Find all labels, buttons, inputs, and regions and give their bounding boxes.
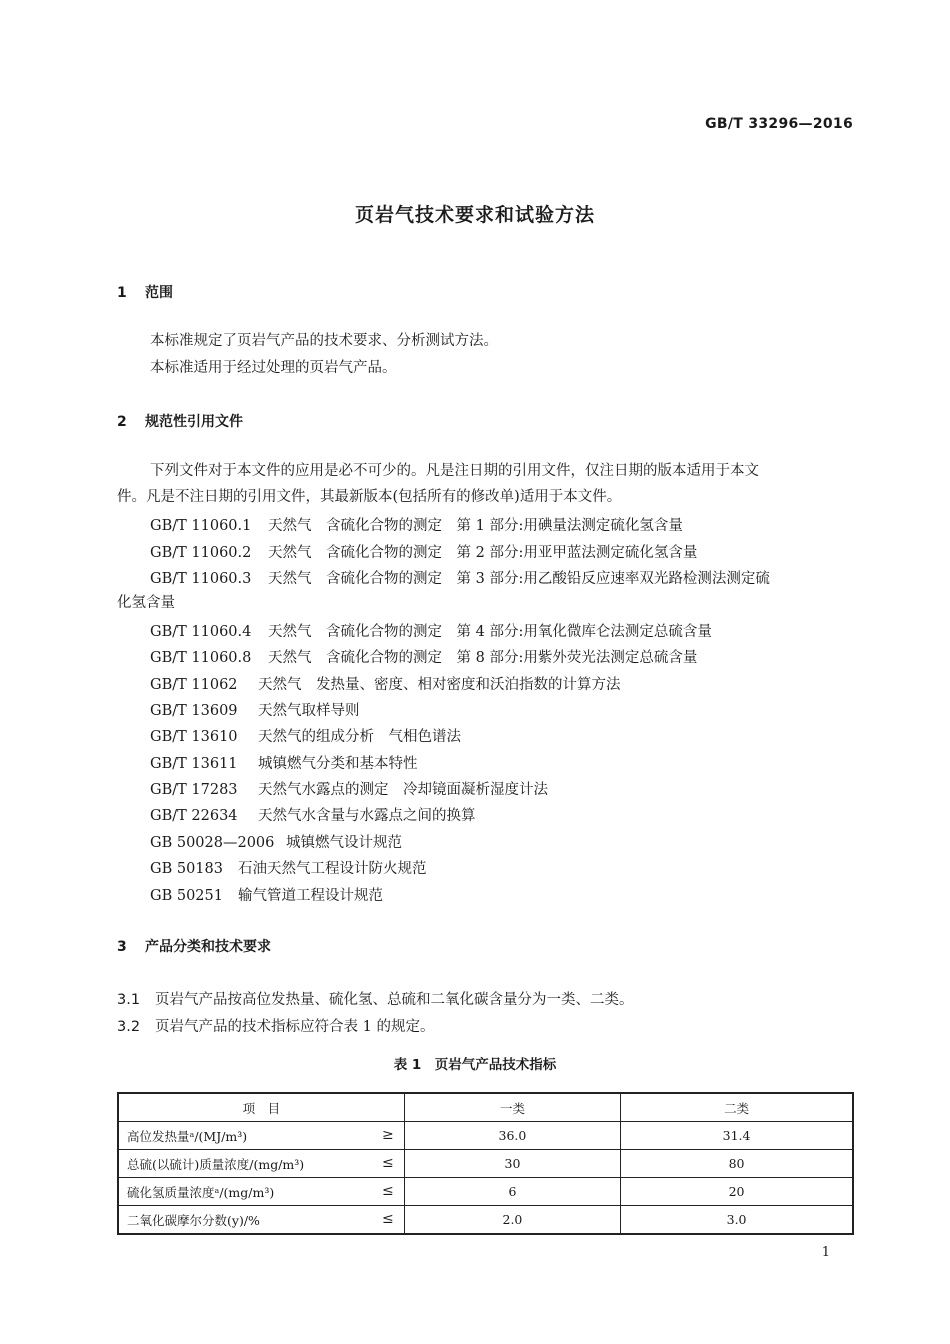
item-cell xyxy=(118,1150,404,1178)
reference-code: GB/T 13609 xyxy=(150,703,238,719)
reference-item xyxy=(150,831,402,852)
item-label: 总硫(以硫计)质量浓度/(mg/m³) xyxy=(127,1156,305,1172)
operator: ≤ xyxy=(382,1211,394,1227)
paragraph: 下列文件对于本文件的应用是必不可少的。凡是注日期的引用文件，仅注日期的版本适用于本文 xyxy=(150,463,759,479)
reference-title: 天然气的组成分析 气相色谱法 xyxy=(258,729,461,745)
reference-item xyxy=(150,541,697,562)
reference-title: 天然气取样导则 xyxy=(258,703,360,719)
operator: ≥ xyxy=(382,1127,394,1143)
table-header-row xyxy=(118,1093,853,1122)
reference-title: 天然气水含量与水露点之间的换算 xyxy=(258,808,476,824)
item-cell xyxy=(118,1122,404,1150)
paragraph: 本标准规定了页岩气产品的技术要求、分析测试方法。 xyxy=(150,333,498,349)
item-cell xyxy=(118,1206,404,1235)
reference-code: GB/T 13610 xyxy=(150,729,238,745)
table-caption: 表 1 页岩气产品技术指标 xyxy=(393,1057,557,1073)
table-row xyxy=(118,1122,853,1150)
clause-3-1 xyxy=(117,988,634,1009)
section-title: 产品分类和技术要求 xyxy=(145,939,271,955)
reference-code: GB/T 11060.4 xyxy=(150,624,252,640)
item-cell xyxy=(118,1178,404,1206)
reference-title: 天然气 含硫化合物的测定 第 4 部分:用氧化微库仑法测定总硫含量 xyxy=(268,624,712,640)
header-class1: 一类 xyxy=(404,1093,620,1122)
section-number: 3 xyxy=(117,939,127,955)
reference-code: GB 50251 xyxy=(150,888,223,904)
reference-code: GB/T 11060.1 xyxy=(150,518,252,534)
reference-item xyxy=(150,778,548,799)
item-label: 高位发热量ᵃ/(MJ/m³) xyxy=(127,1128,248,1144)
spec-table xyxy=(117,1092,854,1235)
section-number: 2 xyxy=(117,414,127,430)
reference-item xyxy=(150,620,712,641)
reference-item xyxy=(150,725,461,746)
class1-value: 30 xyxy=(404,1150,620,1178)
reference-title: 天然气 含硫化合物的测定 第 2 部分:用亚甲蓝法测定硫化氢含量 xyxy=(268,545,698,561)
reference-code: GB/T 22634 xyxy=(150,808,238,824)
reference-code: GB/T 11062 xyxy=(150,677,238,693)
item-label: 二氧化碳摩尔分数(y)/% xyxy=(127,1212,260,1228)
header-item: 项 目 xyxy=(118,1093,404,1122)
reference-title: 城镇燃气分类和基本特性 xyxy=(258,756,418,772)
reference-item xyxy=(150,752,418,773)
reference-title: 天然气水露点的测定 冷却镜面凝析湿度计法 xyxy=(258,782,548,798)
reference-code: GB 50028—2006 xyxy=(150,835,275,851)
reference-item xyxy=(150,646,697,667)
table-row xyxy=(118,1150,853,1178)
reference-item xyxy=(150,673,621,694)
reference-title: 天然气 发热量、密度、相对密度和沃泊指数的计算方法 xyxy=(258,677,621,693)
reference-title: 城镇燃气设计规范 xyxy=(286,835,402,851)
reference-code: GB/T 11060.2 xyxy=(150,545,252,561)
paragraph: 本标准适用于经过处理的页岩气产品。 xyxy=(150,360,397,376)
clause-text: 页岩气产品的技术指标应符合表 1 的规定。 xyxy=(155,1019,435,1035)
reference-continuation: 化氢含量 xyxy=(117,595,175,611)
reference-title: 天然气 含硫化合物的测定 第 3 部分:用乙酸铅反应速率双光路检测法测定硫 xyxy=(268,571,770,587)
reference-title: 输气管道工程设计规范 xyxy=(238,888,383,904)
clause-3-2 xyxy=(117,1015,434,1036)
class2-value: 3.0 xyxy=(621,1206,853,1235)
header-class2: 二类 xyxy=(621,1093,853,1122)
clause-number: 3.2 xyxy=(117,1019,141,1035)
section-title: 范围 xyxy=(145,285,173,301)
page-number: 1 xyxy=(821,1245,830,1260)
section-number: 1 xyxy=(117,285,127,301)
class1-value: 36.0 xyxy=(404,1122,620,1150)
document-title: 页岩气技术要求和试验方法 xyxy=(354,204,595,226)
clause-number: 3.1 xyxy=(117,992,141,1008)
reference-item xyxy=(150,514,683,535)
class1-value: 2.0 xyxy=(404,1206,620,1235)
reference-item xyxy=(150,884,383,905)
reference-title: 石油天然气工程设计防火规范 xyxy=(238,861,427,877)
table-row xyxy=(118,1178,853,1206)
section-3-heading xyxy=(117,936,271,956)
paragraph: 件。凡是不注日期的引用文件，其最新版本(包括所有的修改单)适用于本文件。 xyxy=(117,489,622,505)
reference-item xyxy=(150,857,427,878)
class2-value: 20 xyxy=(621,1178,853,1206)
reference-code: GB/T 13611 xyxy=(150,756,238,772)
reference-item xyxy=(150,804,476,825)
reference-code: GB/T 11060.8 xyxy=(150,650,252,666)
section-title: 规范性引用文件 xyxy=(145,414,243,430)
reference-item xyxy=(150,699,360,720)
item-label: 硫化氢质量浓度ᵃ/(mg/m³) xyxy=(127,1184,275,1200)
reference-code: GB/T 17283 xyxy=(150,782,238,798)
clause-text: 页岩气产品按高位发热量、硫化氢、总硫和二氧化碳含量分为一类、二类。 xyxy=(155,992,634,1008)
section-1-heading xyxy=(117,282,173,302)
standard-code: GB/T 33296—2016 xyxy=(705,116,853,132)
operator: ≤ xyxy=(382,1155,394,1171)
reference-code: GB 50183 xyxy=(150,861,223,877)
class2-value: 31.4 xyxy=(621,1122,853,1150)
reference-title: 天然气 含硫化合物的测定 第 8 部分:用紫外荧光法测定总硫含量 xyxy=(268,650,698,666)
reference-code: GB/T 11060.3 xyxy=(150,571,252,587)
class1-value: 6 xyxy=(404,1178,620,1206)
section-2-heading xyxy=(117,411,243,431)
table-row xyxy=(118,1206,853,1235)
reference-title: 天然气 含硫化合物的测定 第 1 部分:用碘量法测定硫化氢含量 xyxy=(268,518,683,534)
class2-value: 80 xyxy=(621,1150,853,1178)
operator: ≤ xyxy=(382,1183,394,1199)
reference-item xyxy=(150,567,770,588)
